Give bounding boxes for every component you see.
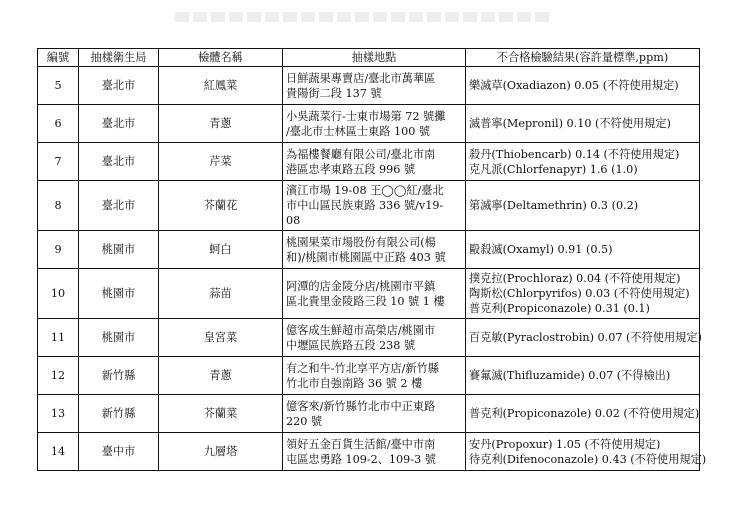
table-body (38, 67, 707, 471)
cell-location (283, 269, 466, 319)
cell-number: 11 (38, 319, 79, 357)
cell-number: 14 (38, 433, 79, 471)
cell-item: 芹菜 (159, 143, 283, 181)
header-bureau: 抽樣衛生局 (79, 49, 159, 67)
location-line: 億客來/新竹縣竹北市中正東路 (286, 399, 436, 413)
cell-result (466, 67, 700, 105)
cell-bureau: 臺北市 (79, 143, 159, 181)
table-row (38, 67, 700, 105)
cell-location (283, 357, 466, 395)
cell-number: 10 (38, 269, 79, 319)
cell-item: 芥蘭花 (159, 181, 283, 231)
cell-location (283, 67, 466, 105)
location-line: 和)/桃園市桃園區中正路 403 號 (286, 250, 446, 264)
result-line: 待克利(Difenoconazole) 0.43 (不符使用規定) (469, 452, 707, 466)
cell-result (466, 105, 700, 143)
cell-item: 青蔥 (159, 357, 283, 395)
location-line: 濱江市場 19-08 王◯◯紅/臺北 (286, 184, 444, 197)
cell-result (466, 433, 707, 471)
table-row (38, 269, 700, 319)
location-line: 貴陽街二段 137 號 (286, 86, 382, 100)
table-header-row (38, 49, 700, 67)
cell-item: 九層塔 (159, 433, 283, 471)
location-line: 有之和牛-竹北享平方店/新竹縣 (286, 361, 439, 375)
cell-item: 芥蘭菜 (159, 395, 283, 433)
cell-result (466, 319, 700, 357)
location-line: 港區忠孝東路五段 996 號 (286, 162, 416, 176)
location-line: 中壢區民族路五段 238 號 (286, 338, 416, 352)
cell-location (283, 181, 466, 231)
header-number: 編號 (38, 49, 79, 67)
cell-number: 12 (38, 357, 79, 395)
cell-number: 8 (38, 181, 79, 231)
header-location: 抽樣地點 (283, 49, 466, 67)
location-line: 領好五金百貨生活館/臺中市南 (286, 437, 436, 451)
cell-location (283, 231, 466, 269)
cell-bureau: 臺北市 (79, 105, 159, 143)
result-line: 樂滅草(Oxadiazon) 0.05 (不符使用規定) (469, 79, 679, 92)
location-line: 日鮮蔬果專賣店/臺北市萬華區 (286, 71, 436, 85)
location-line: 屯區忠勇路 109-2、109-3 號 (286, 452, 436, 466)
cell-item: 紅鳳菜 (159, 67, 283, 105)
location-line: 桃園果菜市場股份有限公司(楊 (286, 235, 436, 249)
cell-item: 蚵白 (159, 231, 283, 269)
result-line: 百克敏(Pyraclostrobin) 0.07 (不符使用規定) (469, 331, 702, 344)
table-row (38, 105, 700, 143)
table-row (38, 231, 700, 269)
cell-item: 青蔥 (159, 105, 283, 143)
result-line: 陶斯松(Chlorpyrifos) 0.03 (不符使用規定) (469, 287, 690, 300)
cell-location (283, 433, 466, 471)
location-line: 阿潭的店金陵分店/桃園市平鎮 (286, 279, 436, 293)
cell-result (466, 357, 700, 395)
result-line: 賽氟滅(Thifluzamide) 0.07 (不得檢出) (469, 369, 671, 382)
result-line: 第滅寧(Deltamethrin) 0.3 (0.2) (469, 199, 639, 212)
cell-bureau: 桃園市 (79, 319, 159, 357)
cell-bureau: 臺中市 (79, 433, 159, 471)
table-row (38, 181, 700, 231)
header-fade-line (175, 12, 550, 22)
cell-result (466, 395, 700, 433)
location-line: 08 (286, 214, 301, 227)
cell-result (466, 231, 700, 269)
table-row (38, 433, 700, 471)
cell-item: 蒜苗 (159, 269, 283, 319)
inspection-results-table (37, 48, 707, 471)
location-line: 億客成生鮮超市高榮店/桃園市 (286, 323, 436, 337)
cell-result (466, 269, 700, 319)
cell-item: 皇宮菜 (159, 319, 283, 357)
result-line: 克凡派(Chlorfenapyr) 1.6 (1.0) (469, 162, 638, 176)
header-result: 不合格檢驗結果(容許量標準,ppm) (466, 49, 700, 67)
location-line: 竹北市自強南路 36 號 2 樓 (286, 376, 423, 390)
result-line: 滅普寧(Mepronil) 0.10 (不符使用規定) (469, 117, 671, 130)
cell-location (283, 395, 466, 433)
cell-location (283, 105, 466, 143)
header-item: 檢體名稱 (159, 49, 283, 67)
location-line: 區北貴里金陵路三段 10 號 1 樓 (286, 294, 445, 308)
result-line: 殺丹(Thiobencarb) 0.14 (不符使用規定) (469, 147, 680, 161)
cell-result (466, 143, 700, 181)
location-line: 為福樓餐廳有限公司/臺北市南 (286, 147, 436, 161)
cell-number: 6 (38, 105, 79, 143)
result-line: 普克利(Propiconazole) 0.31 (0.1) (469, 302, 650, 315)
location-line: 市中山區民族東路 336 號/v19- (286, 199, 444, 212)
cell-bureau: 桃園市 (79, 269, 159, 319)
cell-bureau: 桃園市 (79, 231, 159, 269)
cell-location (283, 143, 466, 181)
cell-bureau: 臺北市 (79, 67, 159, 105)
result-line: 毆殺滅(Oxamyl) 0.91 (0.5) (469, 243, 613, 256)
result-line: 安丹(Propoxur) 1.05 (不符使用規定) (469, 437, 661, 451)
table-row (38, 395, 700, 433)
cell-number: 5 (38, 67, 79, 105)
location-line: 小吳蔬菜行-士東市場第 72 號攤 (286, 109, 446, 123)
cell-bureau: 新竹縣 (79, 357, 159, 395)
table-row (38, 143, 700, 181)
result-line: 撲克拉(Prochloraz) 0.04 (不符使用規定) (469, 272, 681, 285)
table-row (38, 319, 700, 357)
cell-bureau: 臺北市 (79, 181, 159, 231)
location-line: 220 號 (286, 414, 323, 428)
cell-bureau: 新竹縣 (79, 395, 159, 433)
cell-number: 13 (38, 395, 79, 433)
cell-location (283, 319, 466, 357)
location-line: /臺北市士林區士東路 100 號 (286, 124, 431, 138)
cell-result (466, 181, 700, 231)
result-line: 普克利(Propiconazole) 0.02 (不符使用規定) (469, 407, 700, 420)
cell-number: 9 (38, 231, 79, 269)
table-row (38, 357, 700, 395)
cell-number: 7 (38, 143, 79, 181)
